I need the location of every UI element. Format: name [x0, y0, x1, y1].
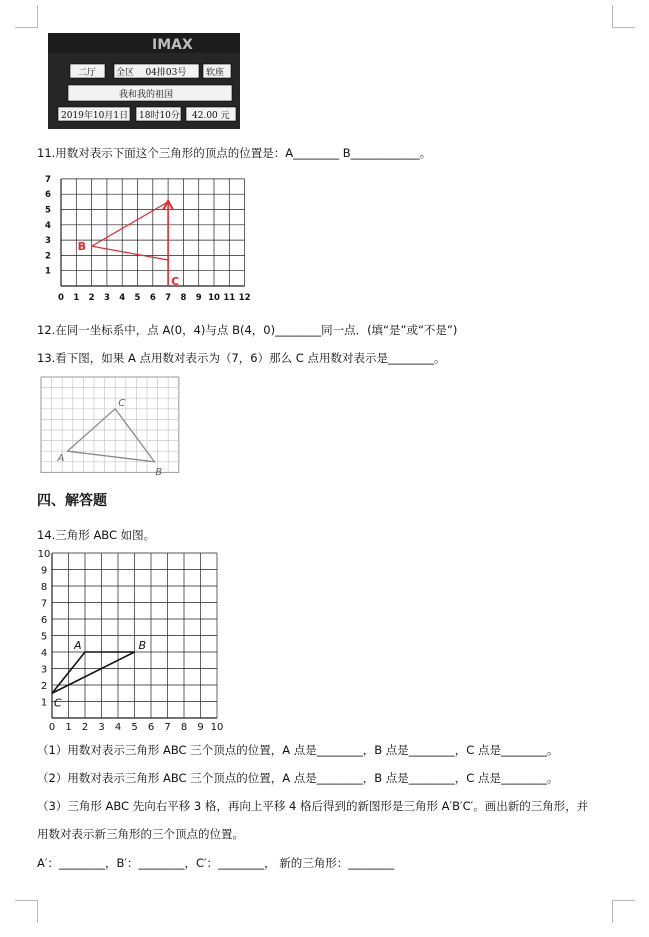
- question-14-sub-1: （1）用数对表示三角形 ABC 三个顶点的位置，A 点是________，B 点是________，C 点是________。: [37, 743, 559, 757]
- y-tick-label: 5: [40, 631, 48, 643]
- question-13-text: 13.看下图，如果 A 点用数对表示为（7，6）那么 C 点用数对表示是________。: [37, 351, 446, 365]
- corner-mark-bottom-right: [612, 900, 635, 923]
- ticket-seat: 全区 04排03号: [116, 68, 187, 78]
- y-tick-label: 8: [40, 582, 48, 593]
- x-tick-label: 0: [48, 722, 56, 733]
- y-tick-label: 2: [40, 681, 48, 692]
- y-tick-label: 3: [45, 236, 51, 247]
- question-13-grid-figure: [38, 374, 184, 478]
- ticket-movie: 我和我的祖国: [119, 90, 174, 100]
- x-tick-label: 7: [164, 722, 171, 733]
- question-14-answer-line: A′：________，B′：________，C′：________， 新的三角形：________: [37, 856, 395, 870]
- question-11-text: 11.用数对表示下面这个三角形的顶点的位置是：A________ B____________。: [37, 146, 432, 160]
- ticket-price: 42.00 元: [192, 111, 230, 121]
- x-tick-label: 12: [238, 293, 251, 303]
- x-tick-label: 6: [149, 293, 156, 303]
- y-tick-label: 4: [45, 220, 51, 231]
- y-tick-label: 9: [40, 565, 48, 577]
- x-tick-label: 10: [208, 293, 220, 303]
- x-tick-label: 5: [134, 293, 141, 303]
- y-tick-label: 10: [37, 549, 51, 560]
- question-11-grid-figure: [38, 174, 260, 304]
- vertex-label-a: A: [74, 639, 82, 652]
- x-tick-label: 10: [210, 722, 224, 733]
- x-tick-label: 7: [165, 293, 172, 303]
- x-tick-label: 5: [131, 722, 138, 733]
- question-12-text: 12.在同一坐标系中，点 A(0，4)与点 B(4，0)________同一点．(填“是”或“不是”): [37, 323, 458, 337]
- vertex-label-c: C: [171, 275, 180, 288]
- x-tick-label: 9: [197, 722, 204, 733]
- y-tick-label: 2: [45, 251, 51, 262]
- x-tick-label: 2: [81, 722, 89, 733]
- triangle-abc: [52, 652, 135, 693]
- x-tick-label: 9: [195, 293, 202, 303]
- triangle-side-bc: [92, 246, 169, 260]
- question-14-sub-2: （2）用数对表示三角形 ABC 三个顶点的位置，A 点是________，B 点是________，C 点是________。: [37, 771, 559, 785]
- question-14-text: 14.三角形 ABC 如图。: [37, 528, 156, 542]
- corner-mark-bottom-left: [15, 900, 38, 923]
- vertex-label-c: C: [118, 397, 126, 409]
- ticket-seat-type: 软座: [206, 68, 225, 78]
- y-tick-label: 5: [45, 205, 51, 216]
- x-tick-label: 3: [103, 293, 110, 303]
- x-tick-label: 0: [58, 293, 64, 303]
- x-tick-label: 4: [119, 293, 126, 303]
- y-tick-label: 7: [40, 598, 48, 610]
- x-tick-label: 2: [88, 293, 95, 303]
- x-tick-label: 1: [73, 293, 80, 303]
- x-tick-label: 1: [65, 722, 72, 733]
- vertex-label-b: B: [155, 466, 163, 478]
- x-tick-label: 3: [98, 722, 105, 733]
- question-14-sub-3-line-2: 用数对表示新三角形的三个顶点的位置。: [37, 827, 244, 841]
- ticket-date: 2019年10月1日: [61, 111, 129, 121]
- x-tick-label: 11: [223, 293, 236, 303]
- x-tick-label: 4: [114, 722, 122, 733]
- y-tick-label: 1: [45, 266, 51, 277]
- ticket-brand: IMAX: [152, 37, 193, 53]
- question-14-grid-figure: [30, 548, 230, 734]
- vertex-label-b: B: [77, 240, 86, 254]
- vertex-label-a: A: [57, 453, 65, 465]
- x-tick-label: 8: [180, 293, 187, 303]
- x-tick-label: 8: [180, 722, 188, 733]
- question-14-sub-3-line-1: （3）三角形 ABC 先向右平移 3 格，再向上平移 4 格后得到的新图形是三角形 A′B′C′。画出新的三角形，并: [37, 799, 589, 813]
- corner-mark-top-left: [15, 5, 38, 28]
- movie-ticket-image: [48, 33, 240, 129]
- y-tick-label: 6: [40, 615, 48, 626]
- vertex-label-b: B: [138, 639, 147, 652]
- y-tick-label: 4: [40, 648, 48, 659]
- y-tick-label: 1: [40, 697, 48, 709]
- corner-mark-top-right: [612, 5, 635, 28]
- y-tick-label: 6: [45, 190, 51, 201]
- y-tick-label: 7: [45, 174, 51, 185]
- ticket-time: 18时10分: [139, 111, 180, 121]
- triangle-side-ab: [92, 202, 169, 246]
- ticket-hall: 二厅: [78, 68, 97, 78]
- vertex-label-c: C: [54, 696, 62, 710]
- x-tick-label: 6: [147, 722, 155, 733]
- y-tick-label: 3: [40, 664, 48, 676]
- section-4-title: 四、解答题: [37, 493, 107, 509]
